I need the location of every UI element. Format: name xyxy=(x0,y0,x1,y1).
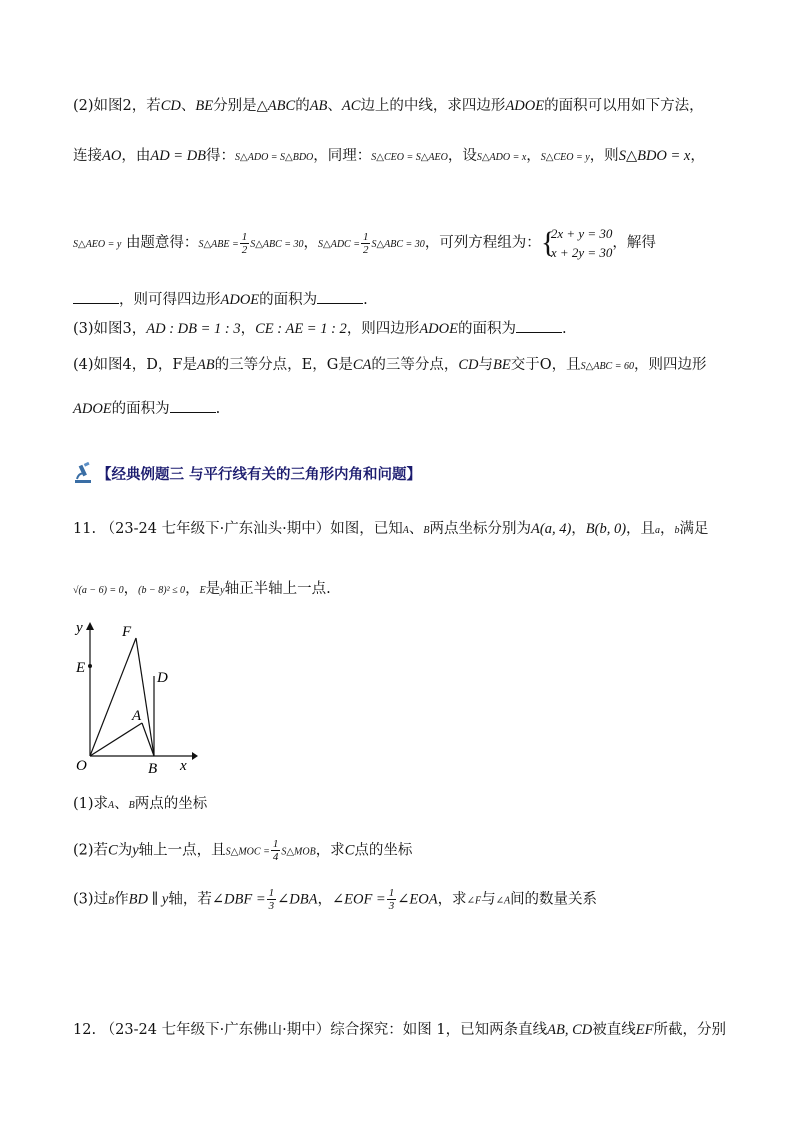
text: 轴上一点，且 xyxy=(138,842,226,859)
math-a: A xyxy=(108,800,115,811)
text: ，且 xyxy=(626,521,656,537)
math-angle: ∠DBF = xyxy=(211,891,266,908)
math-area: S△MOB xyxy=(281,846,316,858)
text: 的三等分点， xyxy=(371,357,459,373)
math-ac: AC xyxy=(341,98,361,114)
text: 被直线 xyxy=(592,1022,636,1038)
math-adoe: ADOE xyxy=(505,98,545,114)
math-ab: AB xyxy=(196,357,215,373)
text: (2)若 xyxy=(73,842,109,859)
q12-line1 xyxy=(73,1020,726,1040)
line-ab xyxy=(142,723,154,756)
text: 与 xyxy=(481,891,496,908)
text: ，由 xyxy=(121,148,151,164)
text: ，设 xyxy=(447,148,477,164)
text: ，则四边形 xyxy=(346,321,420,337)
text: (2)如图2，若 xyxy=(73,98,161,114)
math-ratio: CE : AE = 1 : 2 xyxy=(255,321,347,337)
math-angle: ∠DBA xyxy=(277,891,318,908)
label-b: B xyxy=(148,761,158,777)
part4-line1 xyxy=(73,355,706,377)
brace-icon: { xyxy=(540,226,556,259)
math-ca: CA xyxy=(352,357,372,373)
text: ，求 xyxy=(315,842,345,859)
math-ab: AB xyxy=(309,98,328,114)
math-be: BE xyxy=(493,357,511,373)
part4-line2 xyxy=(73,398,220,419)
text: 为 xyxy=(117,842,133,859)
text: . xyxy=(561,321,567,337)
part2-line4 xyxy=(73,289,368,310)
fraction-half xyxy=(361,231,371,256)
text: 的 xyxy=(295,98,310,114)
text: 12. （23-24 七年级下·广东佛山·期中）综合探究：如图 1，已知两条直线 xyxy=(73,1022,548,1038)
frac-num: 1 xyxy=(388,887,395,899)
text: 所截，分别 xyxy=(653,1022,726,1038)
fraction-third xyxy=(267,887,277,912)
math-y: y xyxy=(132,842,139,859)
text: 的面积可以用如下方法， xyxy=(544,98,704,114)
sub2-line xyxy=(73,838,412,863)
frac-num: 1 xyxy=(272,838,279,850)
math-area-eq: S△CEO = S△AEO xyxy=(371,152,448,163)
text: 的面积为 xyxy=(111,401,170,417)
part2-line2 xyxy=(73,146,705,168)
math-cd: CD xyxy=(160,98,181,114)
math-cd: CD xyxy=(458,357,479,373)
text: ， xyxy=(690,148,705,164)
line-fb xyxy=(136,638,154,756)
text: ，则四边形 xyxy=(633,357,707,373)
math-area-y: S△AEO = y xyxy=(73,239,122,250)
q11-line1 xyxy=(73,519,709,541)
equation-system xyxy=(541,224,613,262)
math-point-b: B(b, 0) xyxy=(585,521,627,537)
math-b: B xyxy=(128,800,135,811)
math-b: B xyxy=(108,895,115,907)
math-point-a: A(a, 4) xyxy=(531,521,572,537)
text: 得： xyxy=(206,148,236,164)
text: ， xyxy=(571,521,586,537)
math-area: S△ABC = 30 xyxy=(371,239,425,250)
math-area-x: S△ADO = x xyxy=(476,152,527,163)
math-ao: AO xyxy=(102,148,122,164)
math-area: S△ABE = xyxy=(198,239,239,250)
text: (1)求 xyxy=(73,796,109,812)
text: 、 xyxy=(114,796,129,812)
text: 作 xyxy=(114,891,129,908)
math-area-x: S△BDO = x xyxy=(618,148,691,164)
fraction-quarter xyxy=(271,838,281,863)
math-bd-parallel: BD ∥ y xyxy=(128,891,169,908)
sub1-line xyxy=(73,794,207,816)
line-of xyxy=(90,638,136,756)
x-axis-arrow-icon xyxy=(192,752,198,760)
text: 两点坐标分别为 xyxy=(429,521,532,537)
math-var-a: a xyxy=(655,525,661,536)
frac-num: 1 xyxy=(362,230,369,243)
point-e xyxy=(88,664,92,668)
text: 、 xyxy=(408,521,424,537)
label-a: A xyxy=(132,708,142,724)
math-be: BE xyxy=(195,98,214,114)
text: 是 xyxy=(205,581,221,597)
text: ， xyxy=(123,581,139,597)
text: ， xyxy=(660,521,675,537)
text: ，则 xyxy=(589,148,619,164)
math-var-b: b xyxy=(674,525,680,536)
math-angle-f: ∠F xyxy=(466,895,482,907)
math-adoe: ADOE xyxy=(419,321,458,337)
fraction-half xyxy=(240,231,250,256)
math-area: S△MOC = xyxy=(225,846,270,858)
microscope-icon xyxy=(73,462,93,484)
label-x: x xyxy=(180,758,187,774)
math-area: S△ABC = 30 xyxy=(250,239,304,250)
math-c: C xyxy=(108,842,118,859)
text: (4)如图4，D，F是 xyxy=(73,357,197,373)
label-y: y xyxy=(76,620,83,636)
text: 交于O，且 xyxy=(510,357,581,373)
text: ，可列方程组为： xyxy=(424,235,541,251)
part2-line1 xyxy=(73,96,704,116)
text: 的面积为 xyxy=(259,292,318,308)
text: 11. （23-24 七年级下·广东汕头·期中）如图，已知 xyxy=(73,521,403,537)
answer-blank[interactable] xyxy=(73,289,119,304)
answer-blank[interactable] xyxy=(516,318,562,333)
math-a: A xyxy=(73,401,82,417)
text: 边上的中线，求四边形 xyxy=(360,98,506,114)
math-c: C xyxy=(344,842,355,859)
label-d: D xyxy=(157,670,168,686)
equation-1: 2x + y = 30 xyxy=(550,226,613,241)
math-area: S△ADC = xyxy=(318,239,360,250)
label-f: F xyxy=(122,624,132,640)
text: 的面积为 xyxy=(457,321,516,337)
text: 两点的坐标 xyxy=(134,796,208,812)
math-square: (b − 8)² ≤ 0 xyxy=(138,585,186,596)
label-e: E xyxy=(76,660,86,676)
math-ratio: AD : DB = 1 : 3 xyxy=(146,321,241,337)
math-e: E xyxy=(199,585,206,596)
part3-line xyxy=(73,318,567,339)
math-a: A xyxy=(402,525,409,536)
math-lines: AB, CD xyxy=(547,1022,593,1038)
math-ad-eq-db: AD = DB xyxy=(150,148,207,164)
math-ef: EF xyxy=(635,1022,654,1038)
text: 间的数量关系 xyxy=(510,891,598,908)
text: ， xyxy=(526,148,541,164)
text: 连接 xyxy=(73,148,102,164)
frac-den: 4 xyxy=(272,851,279,863)
text: ， xyxy=(240,321,256,337)
q11-line2 xyxy=(73,579,331,601)
math-angle: ∠EOF = xyxy=(331,891,386,908)
text: . xyxy=(363,292,368,308)
math-area-eq: S△ADO = S△BDO xyxy=(235,152,314,163)
equation-2: x + 2y = 30 xyxy=(550,245,613,260)
section-title-text: 【经典例题三 与平行线有关的三角形内角和问题】 xyxy=(97,466,422,483)
label-o: O xyxy=(76,758,87,774)
math-y: y xyxy=(220,585,225,596)
sub3-line xyxy=(73,887,597,912)
text: 轴，若 xyxy=(168,891,212,908)
text: 的三等分点，E，G是 xyxy=(214,357,353,373)
frac-num: 1 xyxy=(268,887,275,899)
section-title xyxy=(73,462,421,484)
math-sqrt: √(a − 6) = 0 xyxy=(73,585,124,596)
math-doe: DOE xyxy=(81,401,112,417)
math-angle: ∠EOA xyxy=(397,891,438,908)
text: ， xyxy=(185,581,200,597)
text: 、 xyxy=(327,98,342,114)
text: 点的坐标 xyxy=(354,842,413,859)
text: 满足 xyxy=(679,521,709,537)
math-area-60: S△ABC = 60 xyxy=(580,361,634,372)
line-oa xyxy=(90,723,142,756)
fraction-third xyxy=(387,887,397,912)
frac-den: 2 xyxy=(362,243,369,256)
frac-den: 3 xyxy=(268,900,275,912)
part2-line3 xyxy=(73,224,656,262)
answer-blank[interactable] xyxy=(317,289,363,304)
text: ，求 xyxy=(437,891,467,908)
math-b: B xyxy=(423,525,430,536)
text: ， xyxy=(317,891,332,908)
text: 与 xyxy=(478,357,494,373)
math-triangle-abc: △ABC xyxy=(256,98,296,114)
text: ， xyxy=(303,235,319,251)
frac-num: 1 xyxy=(241,230,248,243)
text: 轴正半轴上一点. xyxy=(224,581,331,597)
math-adoe: ADOE xyxy=(220,292,260,308)
frac-den: 3 xyxy=(388,900,395,912)
text: ，解得 xyxy=(612,235,656,251)
text: . xyxy=(215,401,221,417)
text: ，同理： xyxy=(313,148,372,164)
math-area-y: S△CEO = y xyxy=(540,152,590,163)
text: 分别是 xyxy=(213,98,257,114)
frac-den: 2 xyxy=(241,243,248,256)
text: 、 xyxy=(180,98,196,114)
text: 由题意得： xyxy=(125,235,199,251)
coordinate-figure xyxy=(70,618,200,778)
text: (3)过 xyxy=(73,891,109,908)
y-axis-arrow-icon xyxy=(86,622,94,630)
text: (3)如图3， xyxy=(73,321,147,337)
math-angle-a: ∠A xyxy=(495,895,511,907)
answer-blank[interactable] xyxy=(170,398,216,413)
text: ，则可得四边形 xyxy=(119,292,221,308)
